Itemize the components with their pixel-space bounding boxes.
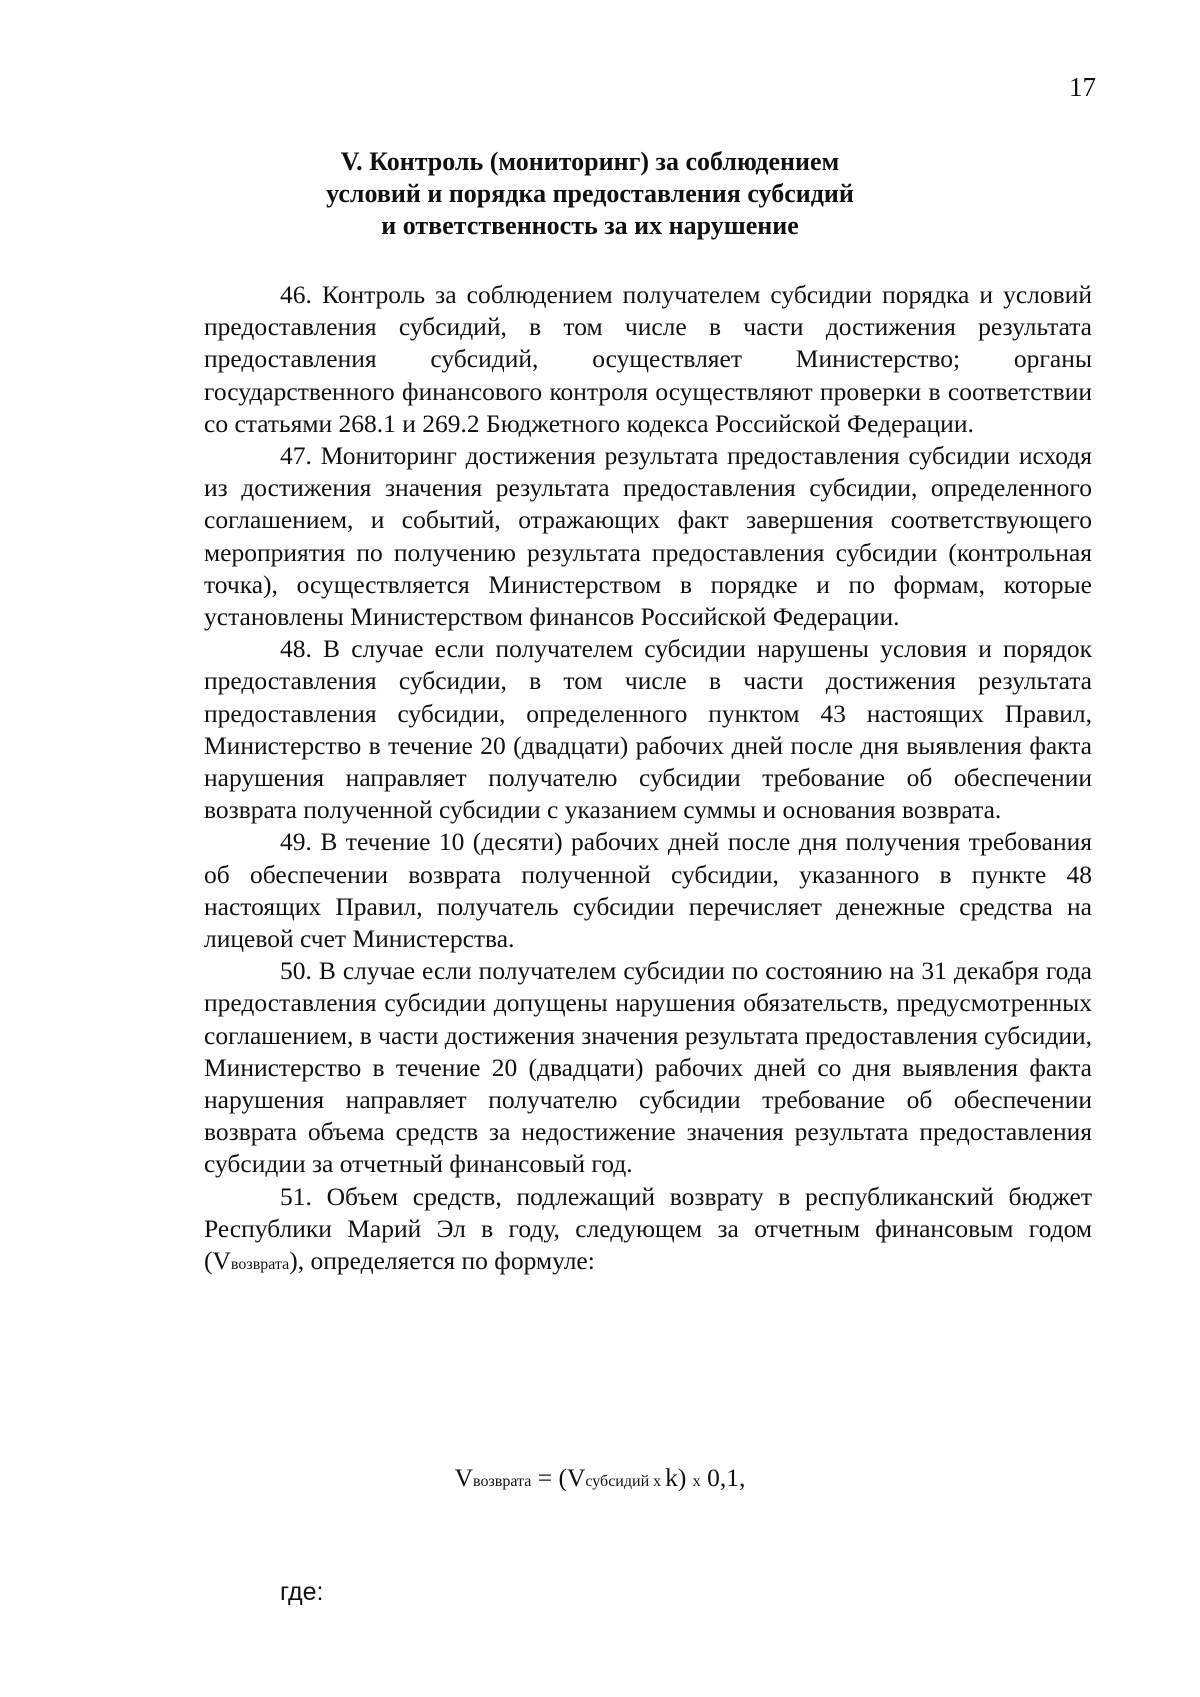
return-formula [0,1462,1200,1498]
paragraph-51-subscript: возврата [230,1256,290,1274]
paragraph-48: 48. В случае если получателем субсидии нарушены условия и порядок предоставления субсидии, в том числе в части достижения результата предоставления субсидии, определенного пунктом 43 настоящих Правил, Министерство в течение 20 (двадцати) рабочих дней после дня выявления факта нарушения направляет получателю субсидии требование об обеспечении возврата полученной субсидии с указанием суммы и основания возврата. [204,634,1092,825]
formula-equals: = (V [531,1463,586,1492]
section-heading [150,146,1030,242]
heading-line-2: условий и порядка предоставления субсидий [326,179,854,208]
heading-line-3: и ответственность за их нарушение [381,211,799,240]
paragraph-50: 50. В случае если получателем субсидии по состоянию на 31 декабря года предоставления субсидии допущены нарушения обязательств, предусмотренных соглашением, в части достижения значения результата предоставления субсидии, Министерство в течение 20 (двадцати) рабочих дней со дня выявления факта нарушения направляет получателю субсидии требование об обеспечении возврата объема средств за недостижение значения результата предоставления субсидии за отчетный финансовый год. [204,956,1092,1179]
formula-times-1: x [649,1473,666,1490]
paragraph-51-text-after: ), определяется по формуле: [289,1246,595,1276]
paragraph-47: 47. Мониторинг достижения результата предоставления субсидии исходя из достижения значения результата предоставления субсидии, определенного соглашением, и событий, отражающих факт завершения соответствующего мероприятия по получению результата предоставления субсидии (контрольная точка), осуществляется Министерством в порядке и по формам, которые установлены Министерством финансов Российской Федерации. [204,441,1092,632]
where-label: где: [280,1578,324,1606]
formula-sub-return: возврата [473,1473,532,1490]
document-body [204,279,1092,1281]
formula-k: k [665,1463,678,1492]
formula-close: ) [677,1463,693,1492]
paragraph-51 [204,1181,1092,1282]
formula-times-2: x [692,1473,701,1490]
formula-end: 0,1, [700,1463,746,1492]
page-number: 17 [1069,72,1096,102]
formula-v-return: V [454,1463,474,1492]
paragraph-51-text-before: 51. Объем средств, подлежащий возврату в республиканский бюджет Республики Марий Эл в году, следующем за отчетным финансовым годом (V [204,1181,1092,1276]
paragraph-46: 46. Контроль за соблюдением получателем субсидии порядка и условий предоставления субсидий, в том числе в части достижения результата предоставления субсидий, осуществляет Министерство; органы государственного финансового контроля осуществляют проверки в соответствии со статьями 268.1 и 269.2 Бюджетного кодекса Российской Федерации. [204,280,1092,438]
paragraph-49: 49. В течение 10 (десяти) рабочих дней после дня получения требования об обеспечении возврата полученной субсидии, указанного в пункте 48 настоящих Правил, получатель субсидии перечисляет денежные средства на лицевой счет Министерства. [204,827,1092,954]
heading-line-1: V. Контроль (мониторинг) за соблюдением [340,147,840,176]
formula-sub-subsidies: субсидий [585,1473,650,1490]
